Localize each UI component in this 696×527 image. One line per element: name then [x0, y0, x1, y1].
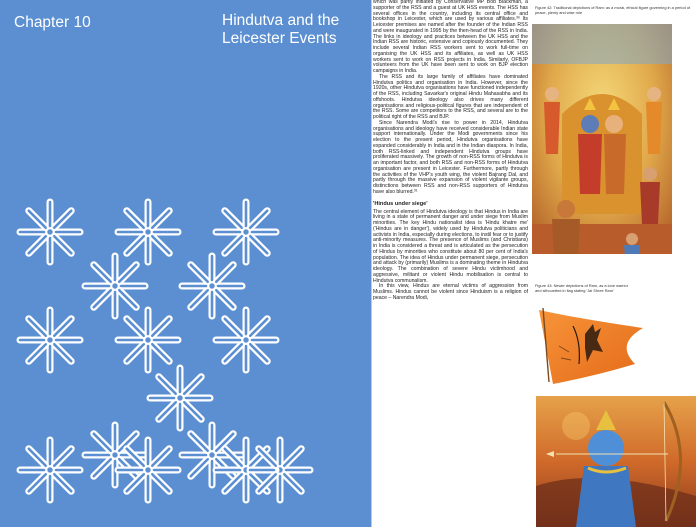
starburst-motif — [182, 256, 242, 316]
starburst-motif — [250, 440, 310, 500]
paragraph-3: Since Narendra Modi's rise to power in 2014, Hindutva organisations and ideology have received considerable Indian state support internationally. Under the Modi governments since his election to the present period, Hindutva organisations have expanded considerably in India and in the Indian diaspora. In India, both RSS-linked and independent Hindutva groups have proliferated massively. The growth of non-RSS forms of Hindutva is an important factor, and both RSS and non-RSS forms of Hindutva organisation are present in Leicester. Furthermore, partly through the activities of the VHP's youth wing, the violent Bajrang Dal, and partly through the massive expansion of violent vigilante groups, distinctions between RSS and non-RSS supporters of Hindutva have also blurred.³¹ — [373, 119, 528, 195]
starburst-motif — [118, 440, 178, 500]
body-text-column — [373, 0, 528, 527]
figure-43-flag-image — [535, 306, 645, 386]
figure-42-caption: Figure 42: Traditional depictions of Ram: as a moral, ethical figure governing in a period of peace, plenty and wise rule — [535, 5, 691, 15]
section-subheading: 'Hindus under siege' — [373, 200, 428, 207]
chapter-label: Chapter 10 — [14, 14, 91, 31]
paragraph-4: The central element of Hindutva ideology is that Hindus in India are living in a state of permanent danger and under siege from Muslim minorities. The key Hindu nationalist idea is 'Hindu khatre me' ('Hindus are in danger'), widely used by Hindutva politicians and activists in India, especially during elections, to instil fear or to justify anti-minority measures. The presence of Muslims (and Christians) in India is considered a threat and is articulated as the persecution of Hindus by minorities who constitute about 80 per cent of India's population. The idea of Hindus under permanent siege, persecution and attack by (primarily) Muslims is a dominating theme in Hindutva ideology. The combination of severe Hindu victimhood and aggressive, militant or violent Hindu mobilisation is central to Hindutva communalism. — [373, 208, 528, 284]
starburst-motif — [118, 202, 178, 262]
starburst-motif — [20, 202, 80, 262]
paragraph-5: In this view, Hindus are eternal victims of aggression from Muslims. Hindus cannot be violent since Hinduism is a religion of peace – Narendra Modi, — [373, 283, 528, 301]
chapter-title: Hindutva and the Leicester Events — [222, 12, 340, 47]
starburst-motif — [216, 310, 276, 370]
starburst-motif — [150, 368, 210, 428]
page-gutter — [371, 0, 372, 527]
paragraph-2: The RSS and its large family of affiliates have dominated Hindutva politics and organisation in India. However, since the 1920s, other Hindutva organisations have functioned independently of the RSS, including Savarkar's original Hindu Mahasabha and its offshoots. Hindutva ideology also drives many different organisations and religious-political figures that are independent of the RSS. Some are competitors to the RSS, and several are to the political right of the RSS and BJP. — [373, 73, 528, 120]
figures-column — [532, 0, 696, 527]
starburst-motif — [118, 310, 178, 370]
figure-42-image — [532, 24, 672, 254]
starburst-motif — [20, 310, 80, 370]
figure-43-caption: Figure 43: Newer depictions of Ram, as a lone warrior and silhouetted in flag stating 'Jai Shree Ram' — [535, 283, 628, 293]
figure-43-warrior-image — [536, 396, 696, 527]
starburst-motif — [85, 256, 145, 316]
starburst-motif — [216, 202, 276, 262]
starburst-motif — [20, 440, 80, 500]
paragraph-1: which was partly initiated by Conservative MP Bob Blackman, a supporter of the RSS and a guest at UK HSS events. The HSS has several offices in the country, including its central office and bookshop in Leicester, which are used by various affiliates.³⁰ Its Leicester premises are named after the founder of the Indian RSS and were inaugurated in 1995 by the then-head of the RSS in India. The links in ideology and practices between the UK HSS and the Indian RSS are historic, extensive and copiously documented. They include several Indian RSS workers sent to work full-time on organising the UK HSS and its affiliates, as well as UK HSS workers sent to work on RSS projects in India. Similarly, OFBJP volunteers from the UK have been sent to work on BJP election campaigns in India. — [373, 0, 528, 74]
